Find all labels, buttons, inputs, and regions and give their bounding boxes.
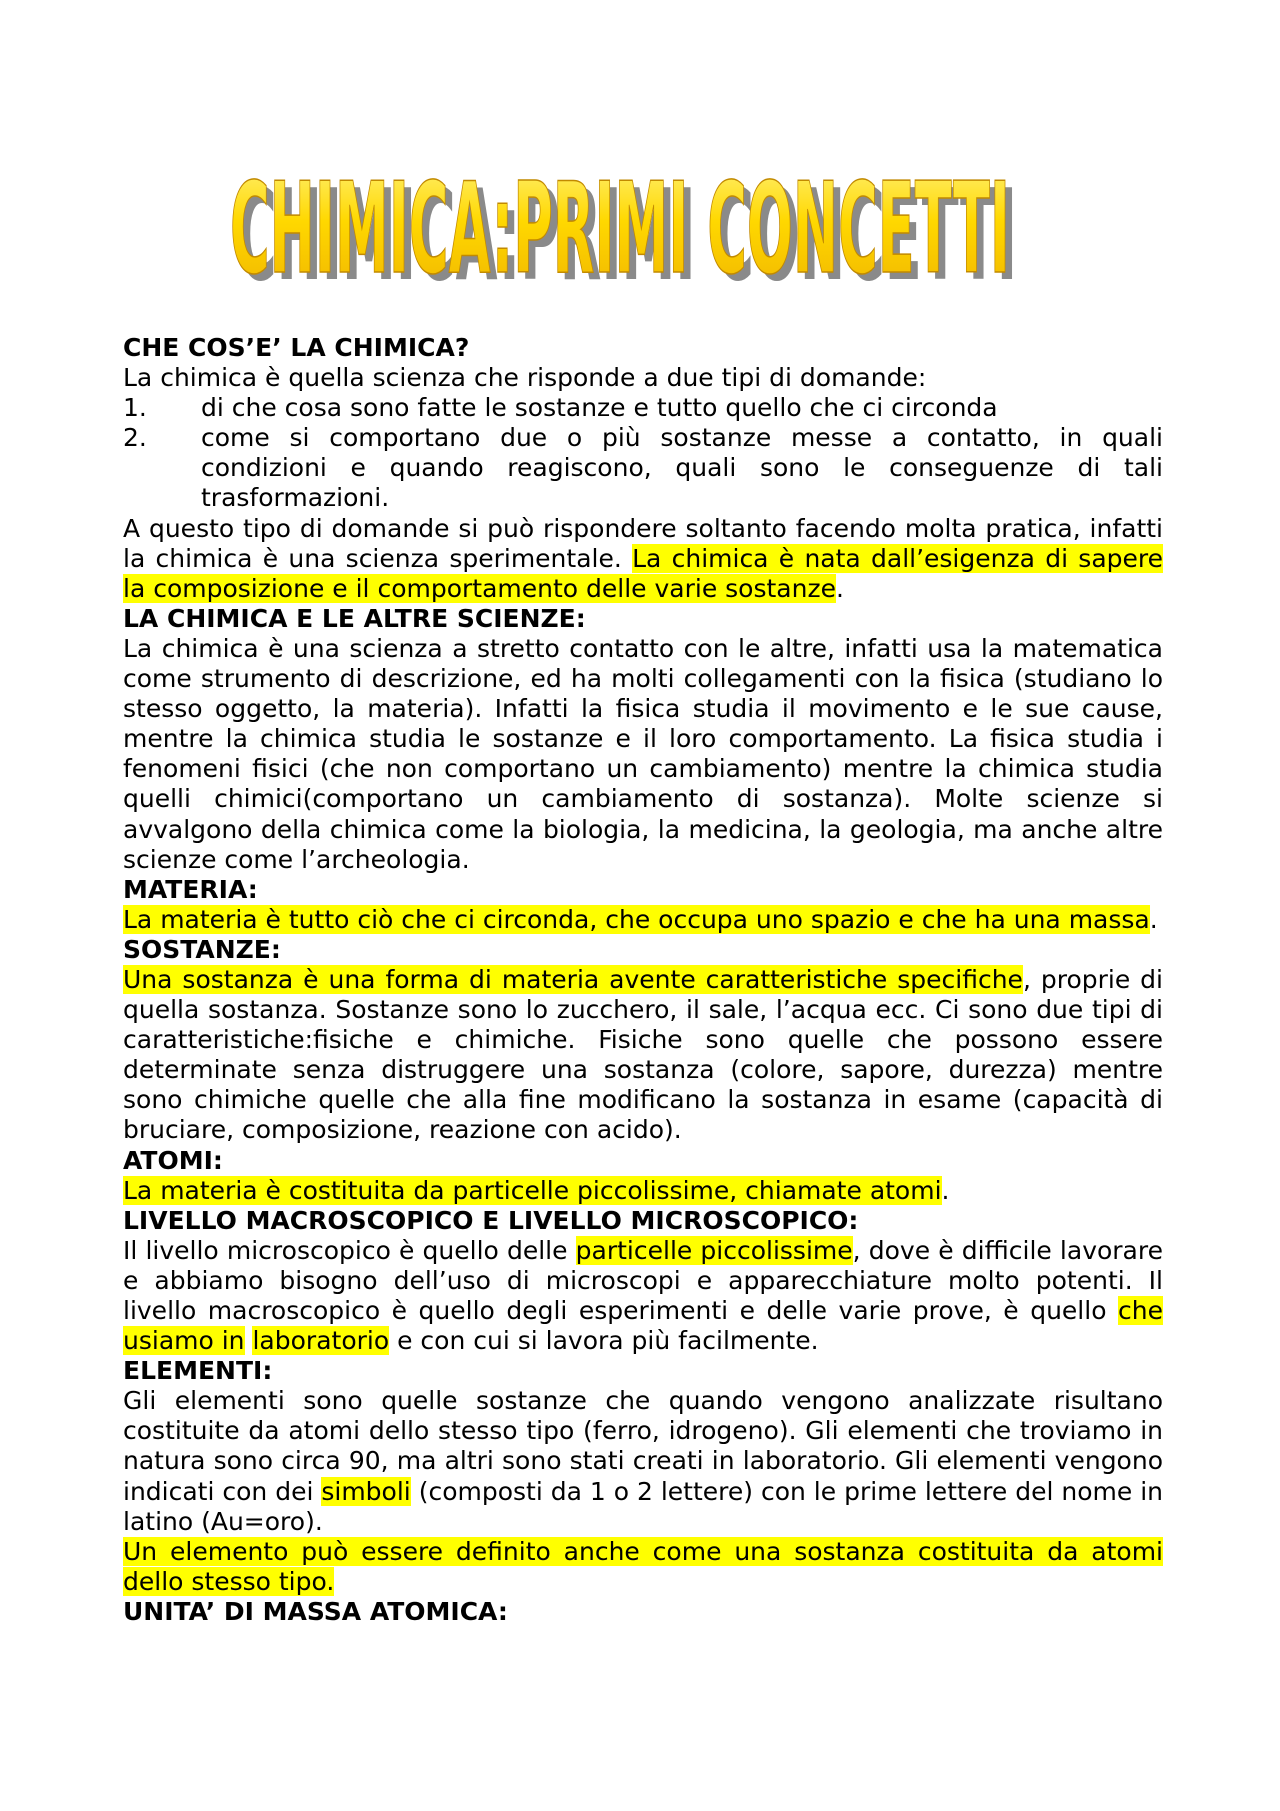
wordart-title: [160, 140, 1080, 295]
paragraph-text: .: [835, 573, 844, 603]
list-text: di che cosa sono fatte le sostanze e tutto quello che ci circonda: [201, 393, 998, 423]
section-heading-sciences: LA CHIMICA E LE ALTRE SCIENZE:: [123, 603, 586, 633]
highlighted-text: La chimica è nata dall’esigenza di sapere la composizione e il comportamento delle varie sostanze: [123, 543, 1163, 603]
list-item: [123, 423, 1163, 513]
section-heading-elements: ELEMENTI:: [123, 1356, 273, 1386]
highlighted-text: simboli: [321, 1476, 411, 1506]
highlighted-text: laboratorio: [252, 1326, 390, 1356]
document-body: [123, 333, 1163, 1627]
intro-paragraph-2: [123, 514, 1163, 604]
list-number: 1.: [123, 393, 147, 423]
paragraph-text: , dove è difficile lavorare e abbiamo bisogno dell’uso di microscopi e apparecchiature molto potenti. Il livello macroscopico è quello degli esperimenti e delle varie prove, è quello: [123, 1235, 1163, 1325]
paragraph-text: , proprie di quella sostanza. Sostanze sono lo zucchero, il sale, l’acqua ecc. Ci sono due tipi di caratteristiche:fisiche e chimiche. Fisiche sono quelle che possono essere determinate senza distruggere una sostanza (colore, sapore, durezza) mentre sono chimiche quelle che alla fine modificano la sostanza in esame (capacità di bruciare, composizione, reazione con acido).: [123, 964, 1163, 1145]
highlighted-text: che usiamo in: [123, 1296, 1163, 1356]
atoms-paragraph: [123, 1176, 1163, 1206]
intro-paragraph: La chimica è quella scienza che risponde a due tipi di domande:: [123, 363, 927, 393]
elements-paragraph: [123, 1386, 1163, 1536]
highlighted-text: Una sostanza è una forma di materia avente caratteristiche specifiche: [123, 964, 1023, 994]
highlighted-text: La materia è tutto ciò che ci circonda, che occupa uno spazio e che ha una massa: [123, 904, 1150, 934]
paragraph-text: Il livello microscopico è quello delle: [123, 1235, 576, 1265]
section-heading-amu: UNITA’ DI MASSA ATOMICA:: [123, 1596, 508, 1626]
paragraph-text: e con cui si lavora più facilmente.: [389, 1326, 819, 1356]
section-heading-matter: MATERIA:: [123, 874, 258, 904]
matter-paragraph: [123, 905, 1163, 935]
paragraph-text: (composti da 1 o 2 lettere) con le prime lettere del nome in latino (Au=oro).: [123, 1476, 1163, 1536]
elements-definition: [123, 1537, 1163, 1597]
highlighted-text: particelle piccolissime: [575, 1235, 853, 1265]
section-heading-levels: LIVELLO MACROSCOPICO E LIVELLO MICROSCOPICO:: [123, 1205, 859, 1235]
levels-paragraph: [123, 1236, 1163, 1356]
list-item: [123, 393, 1163, 423]
paragraph-text: A questo tipo di domande si può rispondere soltanto facendo molta pratica, infatti la chimica è una scienza sperimentale.: [123, 513, 1163, 573]
highlighted-text: Un elemento può essere definito anche come una sostanza costituita da atomi dello stesso tipo.: [123, 1536, 1163, 1596]
highlighted-text: La materia è costituita da particelle piccolissime, chiamate atomi: [123, 1175, 942, 1205]
title-text: CHIMICA:PRIMI CONCETTI: [230, 155, 1010, 295]
substances-paragraph: [123, 965, 1163, 1146]
list-number: 2.: [123, 423, 147, 453]
paragraph-text: Gli elementi sono quelle sostanze che quando vengono analizzate risultano costituite da atomi dello stesso tipo (ferro, idrogeno). Gli elementi che troviamo in natura sono circa 90, ma altri sono stati creati in laboratorio. Gli elementi vengono indicati con dei: [123, 1386, 1163, 1506]
list-text: come si comportano due o più sostanze messe a contatto, in quali condizioni e quando reagiscono, quali sono le conseguenze di tali trasformazioni.: [201, 423, 1163, 513]
paragraph-text: .: [941, 1175, 950, 1205]
sciences-paragraph: La chimica è una scienza a stretto contatto con le altre, infatti usa la matematica come strumento di descrizione, ed ha molti collegamenti con la fisica (studiano lo stesso oggetto, la materia). Infatti la fisica studia il movimento e le sue cause, mentre la chimica studia le sostanze e il loro comportamento. La fisica studia i fenomeni fisici (che non comportano un cambiamento) mentre la chimica studia quelli chimici(comportano un cambiamento di sostanza). Molte scienze si avvalgono della chimica come la biologia, la medicina, la geologia, ma anche altre scienze come l’archeologia.: [123, 633, 1163, 874]
paragraph-text: .: [1149, 904, 1158, 934]
section-heading-substances: SOSTANZE:: [123, 934, 281, 964]
section-heading-atoms: ATOMI:: [123, 1145, 223, 1175]
title-shadow: CHIMICA:PRIMI CONCETTI: [237, 162, 1017, 295]
section-heading-intro: CHE COS’E’ LA CHIMICA?: [123, 333, 470, 362]
